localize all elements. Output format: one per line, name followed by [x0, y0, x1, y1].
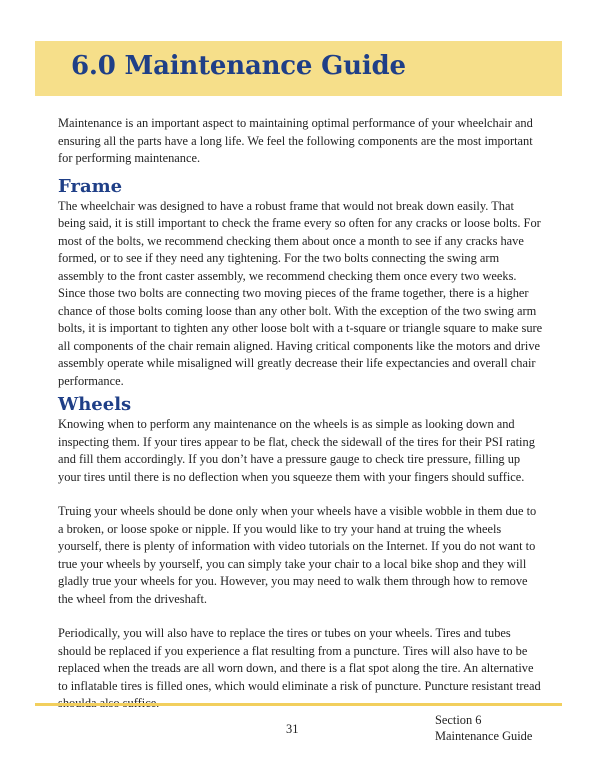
page-title: 6.0 Maintenance Guide: [71, 51, 406, 81]
intro-paragraph: Maintenance is an important aspect to maintaining optimal performance of your wheelchair and ensuring all the parts have a long life. We feel the following components are the most important for performing maintenance.: [58, 116, 533, 165]
document-body: [58, 115, 544, 713]
footer-section-number: Section 6: [435, 713, 482, 727]
footer-divider: [35, 703, 562, 706]
footer-section-label: [435, 712, 532, 744]
wheels-paragraph-1: Knowing when to perform any maintenance on the wheels is as simple as looking down and inspecting them. If your tires appear to be flat, check the sidewall of the tires for their PSI rating and fill them accordingly. If you don’t have a pressure gauge to check tire pressure, filling up your tires until there is no deflection when you squeeze them with your fingers should suffice.: [58, 417, 535, 484]
title-banner: [35, 41, 562, 96]
frame-paragraph: The wheelchair was designed to have a robust frame that would not break down easily. That being said, it is still important to check the frame every so often for any cracks or loose bolts. For most of the bolts, we recommend checking them about once a month to see if any cracks have formed, or to see if they need any tightening. For the two bolts connecting the swing arm assembly to the front caster assembly, we recommend checking them once every two weeks. Since those two bolts are connecting two moving pieces of the frame together, there is a higher chance of those bolts coming loose than any other bolt. With the exception of the two swing arm bolts, it is important to tighten any other loose bolt with a t-square or triangle square to make sure all components of the chair remain aligned. Having critical components like the motors and drive assembly operate while misaligned will greatly decrease their life expectancies and overall chair performance.: [58, 198, 543, 388]
wheels-heading: Wheels: [58, 394, 132, 415]
wheels-paragraph-3: Periodically, you will also have to replace the tires or tubes on your wheels. Tires and tubes should be replaced if you experience a flat resulting from a puncture. Tires will also have to be replaced when the treads are all worn down, and there is a flat spot along the tire. An alternative to inflatable tires is filled ones, which would eliminate a risk of puncture. Puncture resistant tread: [58, 626, 541, 693]
footer-section-title: Maintenance Guide: [435, 729, 533, 743]
page-number: 31: [286, 722, 299, 736]
frame-heading: Frame: [58, 175, 123, 197]
wheels-paragraph-2: Truing your wheels should be done only when your wheels have a visible wobble in them due to a broken, or loose spoke or nipple. If you would like to try your hand at truing the wheels yourself, there is plenty of information with video tutorials on the Internet. If you do not want to true your wheels by yourself, you can simply take your chair to a local bike shop and they will gladly true your wheels for you. However, you may need to walk them through how to remove the wheel from the driveshaft.: [58, 504, 537, 606]
